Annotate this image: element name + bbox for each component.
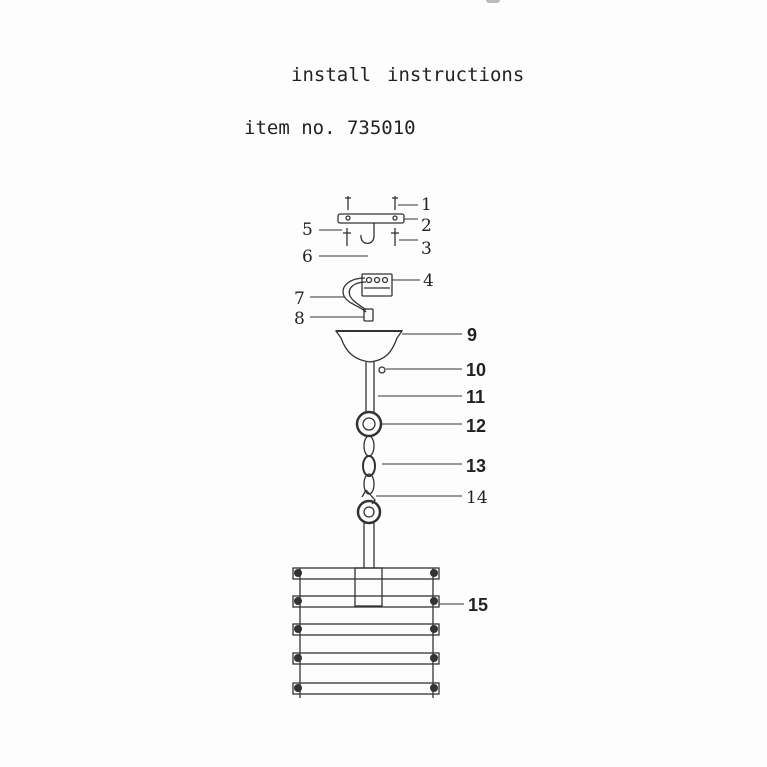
label-9: 9	[467, 325, 478, 345]
label-12: 12	[466, 416, 487, 436]
label-5: 5	[302, 220, 313, 240]
part-12-ring	[357, 412, 381, 436]
label-14: 14	[466, 488, 488, 508]
label-15: 15	[468, 595, 489, 615]
part-1-screws	[345, 196, 398, 210]
lower-ring	[358, 501, 380, 523]
label-2: 2	[421, 216, 432, 236]
part-3-screws	[343, 228, 399, 246]
label-11: 11	[466, 387, 486, 407]
part-15-cage-shade	[293, 568, 439, 698]
part-6-hook	[361, 223, 374, 243]
title-install: install	[291, 64, 372, 86]
label-8: 8	[294, 309, 305, 329]
part-11-rod	[366, 362, 374, 412]
part-2-mounting-bracket	[338, 214, 404, 223]
label-6: 6	[302, 247, 313, 267]
leader-lines	[310, 205, 464, 604]
title-instructions: instructions	[387, 64, 525, 86]
part-10-set-screw	[379, 367, 385, 373]
part-13-chain	[363, 436, 375, 494]
label-3: 3	[421, 239, 432, 259]
label-10: 10	[466, 360, 487, 380]
label-1: 1	[421, 195, 432, 215]
item-number: item no. 735010	[244, 117, 416, 139]
label-7: 7	[294, 289, 305, 309]
part-4-terminal-block	[362, 274, 392, 296]
label-13: 13	[466, 456, 487, 476]
part-9-canopy	[336, 331, 402, 362]
label-4: 4	[423, 271, 434, 291]
